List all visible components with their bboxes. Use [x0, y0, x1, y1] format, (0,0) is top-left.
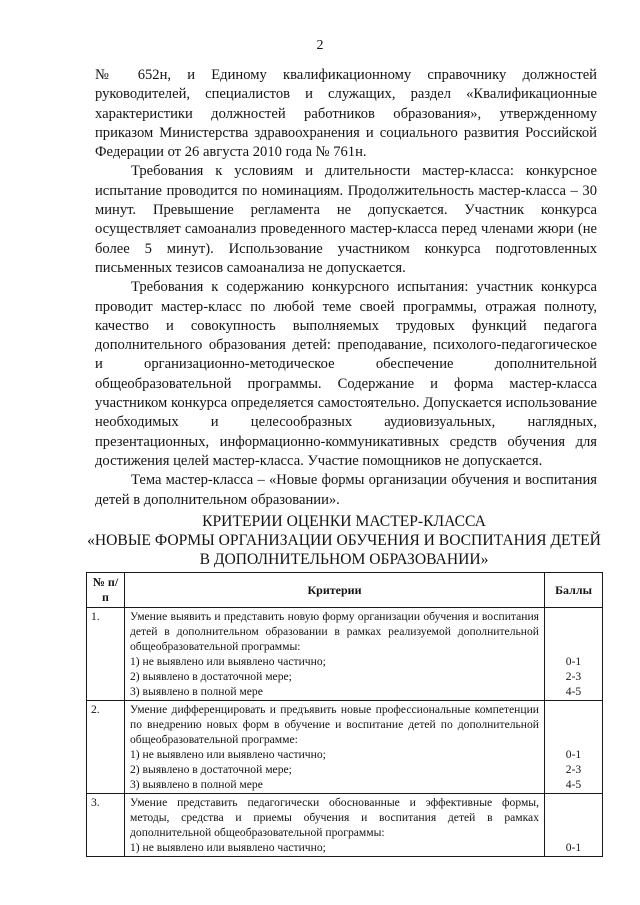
- table-row: [87, 794, 603, 857]
- criterion-cell: [125, 608, 545, 701]
- criterion-text: Умение выявить и представить новую форму организации обучения и воспитания детей в дополнительном образовании в рамках реализуемой дополнительной общеобразовательной программы:: [130, 610, 539, 653]
- paragraph-4: Тема мастер-класса – «Новые формы организации обучения и воспитания детей в дополнительном образовании».: [95, 472, 597, 508]
- header-points: Баллы: [545, 573, 603, 608]
- criterion-option: 1) не выявлено или выявлено частично;: [130, 655, 326, 668]
- criterion-text: Умение представить педагогически обоснованные и эффективные формы, методы, средства и приемы обучения и воспитания детей в рамках дополнительной общеобразовательной программы:: [130, 796, 539, 839]
- points-value: 2-3: [565, 670, 582, 683]
- points-value: 0-1: [565, 655, 582, 668]
- criterion-option: 2) выявлено в достаточной мере;: [130, 763, 292, 776]
- heading-line-2: «НОВЫЕ ФОРМЫ ОРГАНИЗАЦИИ ОБУЧЕНИЯ И ВОСПИТАНИЯ ДЕТЕЙ: [87, 532, 601, 549]
- row-number: 1.: [87, 608, 125, 701]
- paragraph-1: № 652н, и Единому квалификационному справочнику должностей руководителей, специалистов и служащих, раздел «Квалификационные характеристики должностей работников образования», утвержденному приказом Министерства здравоохранения и социального развития Российской Федерации от 26 августа 2010 года № 761н.: [95, 67, 597, 161]
- points-value: 0-1: [565, 748, 582, 761]
- points-value: 0-1: [565, 841, 582, 854]
- criterion-option: 1) не выявлено или выявлено частично;: [130, 748, 326, 761]
- points-value: 2-3: [565, 763, 582, 776]
- body-text: [95, 66, 597, 510]
- criterion-cell: [125, 701, 545, 794]
- criterion-text: Умение дифференцировать и предъявить новые профессиональные компетенции по внедрению новых форм в обучение и воспитание детей по дополнительной общеобразовательной программе:: [130, 703, 539, 746]
- heading-line-1: КРИТЕРИИ ОЦЕНКИ МАСТЕР-КЛАССА: [202, 513, 486, 530]
- points-cell: [545, 701, 603, 794]
- row-number: 3.: [87, 794, 125, 857]
- heading-line-3: В ДОПОЛНИТЕЛЬНОМ ОБРАЗОВАНИИ»: [199, 551, 489, 568]
- points-value: 4-5: [565, 778, 582, 791]
- criterion-option: 3) выявлено в полной мере: [130, 778, 263, 791]
- table-row: [87, 701, 603, 794]
- points-cell: [545, 794, 603, 857]
- criterion-cell: [125, 794, 545, 857]
- criteria-heading: [86, 512, 602, 569]
- row-number: 2.: [87, 701, 125, 794]
- paragraph-2: Требования к условиям и длительности мастер-класса: конкурсное испытание проводится по номинациям. Продолжительность мастер-класса – 30 минут. Превышение регламента не допускается. Участник конкурса осуществляет самоанализ проведенного мастер-класса перед членами жюри (не более 5 минут). Использование участником конкурса подготовленных письменных тезисов самоанализа не допускается.: [95, 163, 597, 276]
- criterion-option: 3) выявлено в полной мере: [130, 685, 263, 698]
- table-header-row: [87, 573, 603, 608]
- criteria-table: [86, 572, 603, 857]
- paragraph-3: Требования к содержанию конкурсного испытания: участник конкурса проводит мастер-класс по любой теме своей программы, отражая полноту, качество и совокупность выполняемых трудовых функций педагога дополнительного образования детей: преподавание, психолого-педагогическое и организационно-методическое обеспечение дополнительной общеобразовательной программы. Содержание и форма мастер-класса участником конкурса определяется самостоятельно. Допускается использование необходимых и целесообразных аудиовизуальных, наглядных, презентационных, информационно-коммуникативных средств обучения для достижения целей мастер-класса. Участие помощников не допускается.: [95, 279, 597, 469]
- criterion-option: 2) выявлено в достаточной мере;: [130, 670, 292, 683]
- header-criteria: Критерии: [125, 573, 545, 608]
- points-value: 4-5: [565, 685, 582, 698]
- header-number: № п/п: [87, 573, 125, 608]
- table-row: [87, 608, 603, 701]
- points-cell: [545, 608, 603, 701]
- criterion-option: 1) не выявлено или выявлено частично;: [130, 841, 326, 854]
- page-number: 2: [316, 38, 324, 53]
